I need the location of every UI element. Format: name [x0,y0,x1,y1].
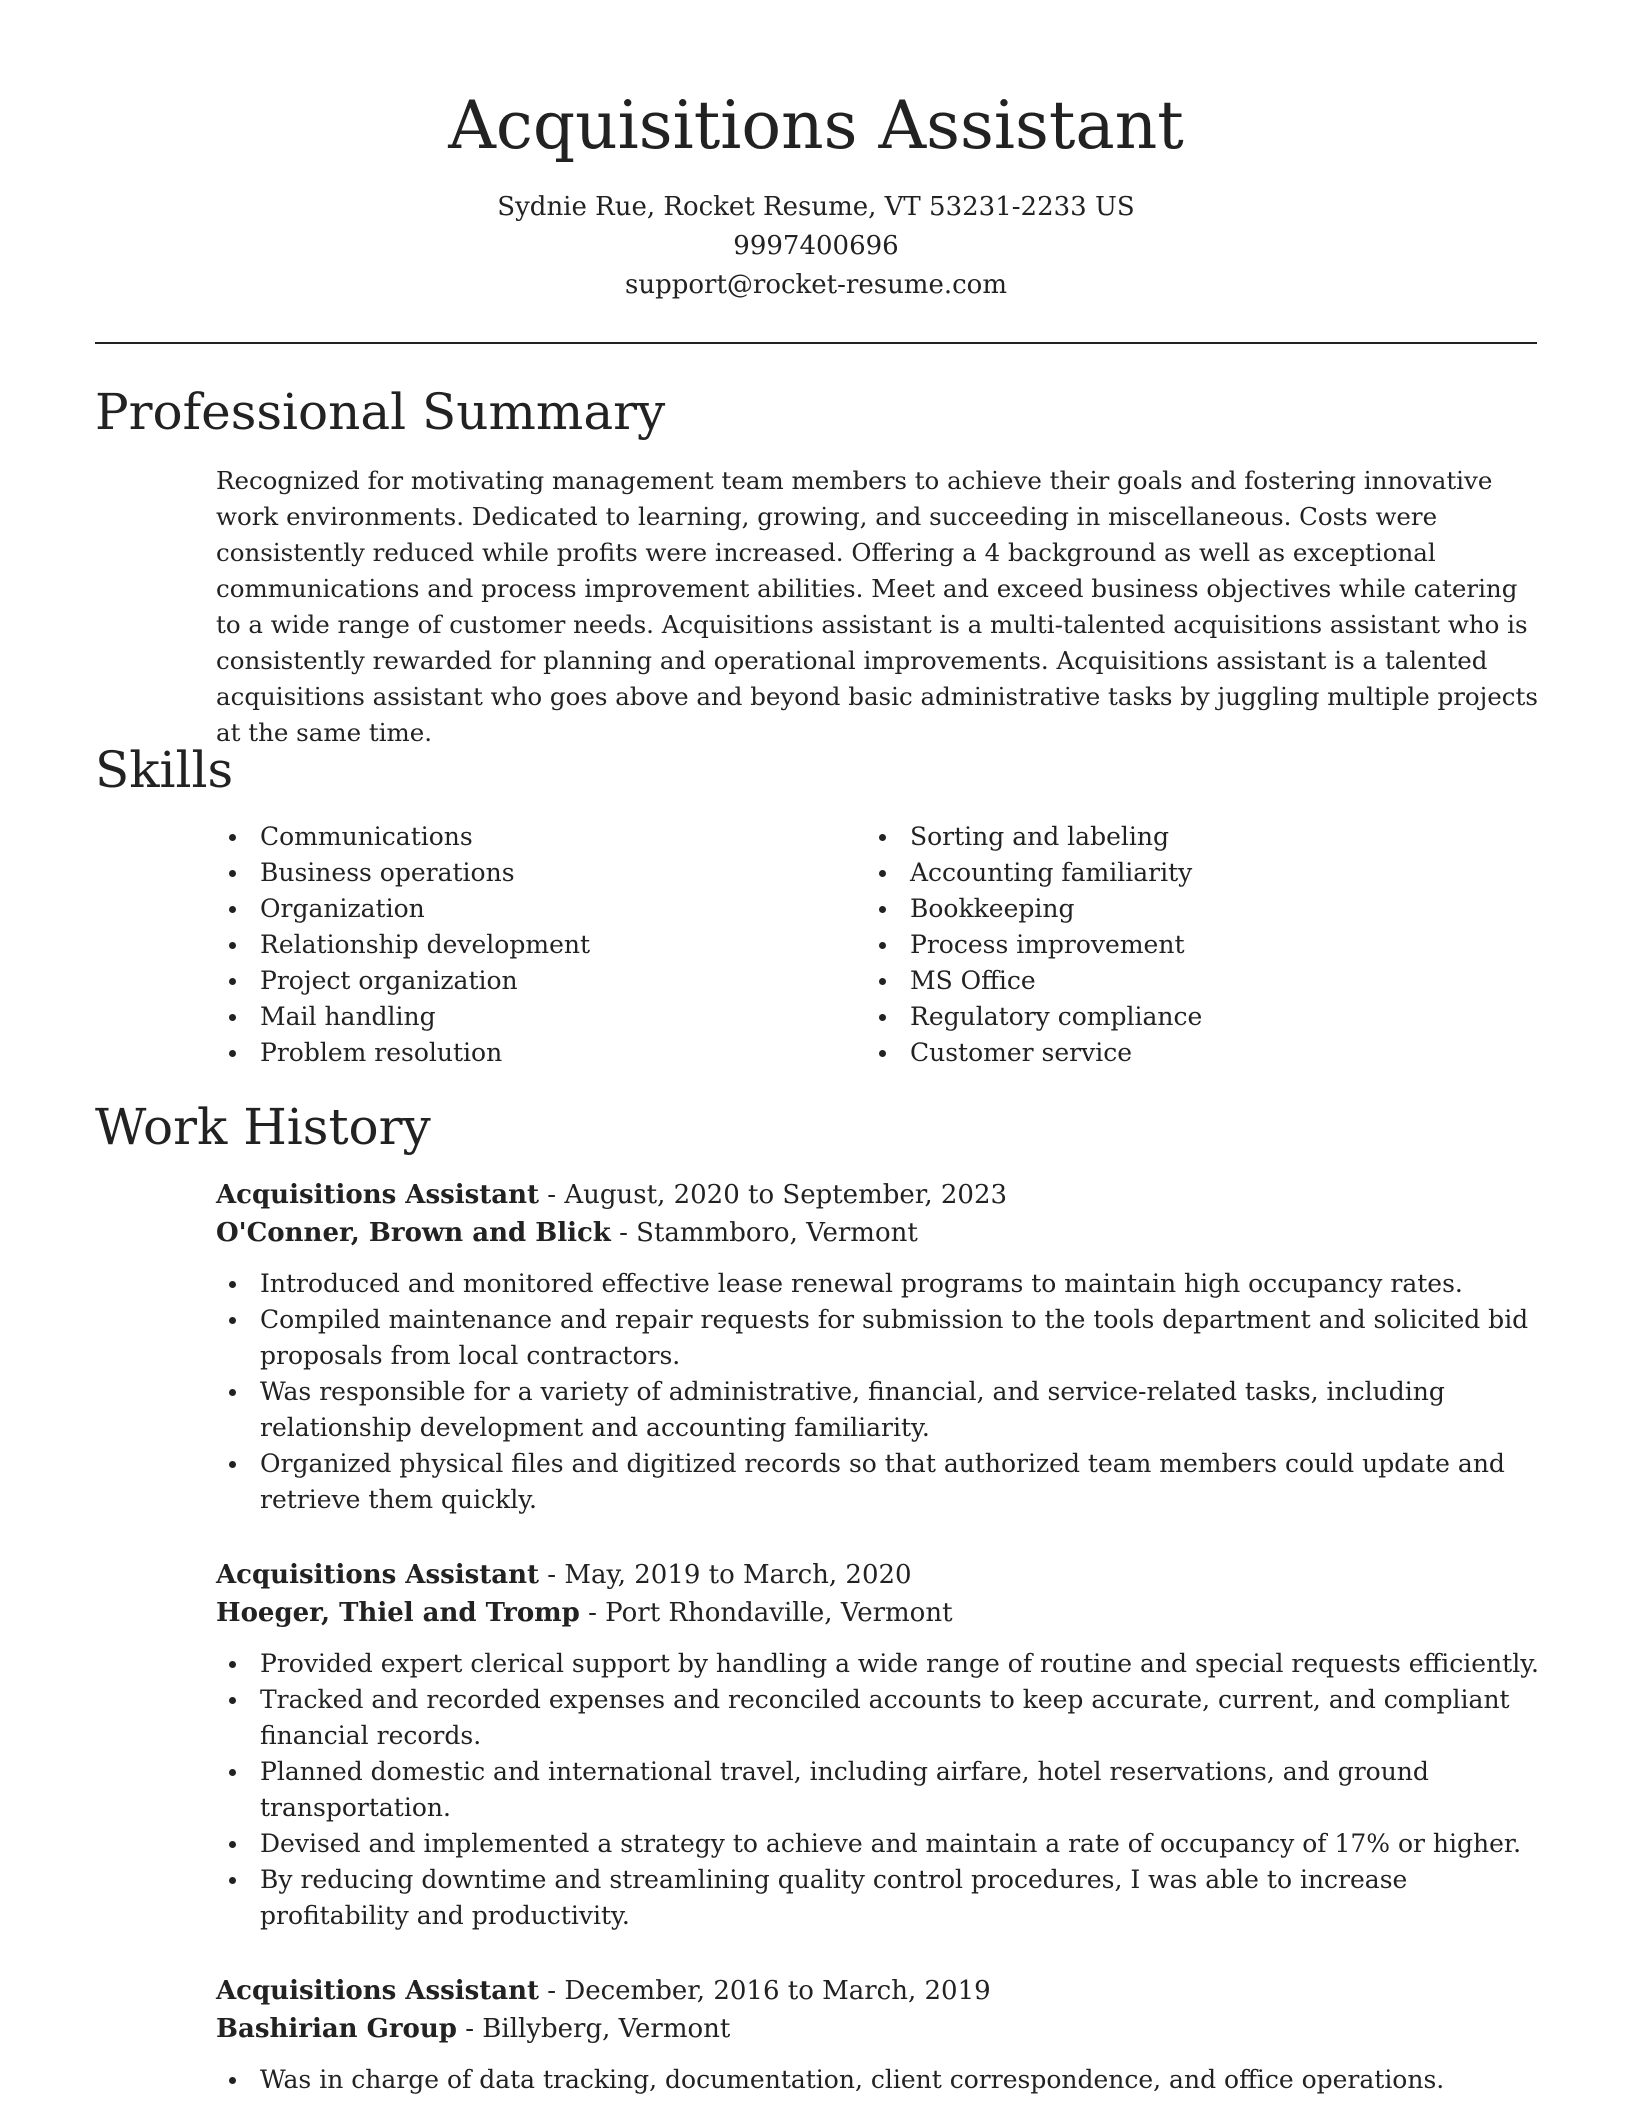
header-divider [95,342,1537,344]
job-role: Acquisitions Assistant [216,1560,540,1590]
job-title-line [216,1176,1546,1214]
skill-item: Customer service [866,1035,1516,1071]
job-bullet: Introduced and monitored effective lease renewal programs to maintain high occupancy rates. [216,1266,1546,1302]
job-title-line [216,1972,1546,2010]
resume-name: Acquisitions Assistant [448,87,1184,164]
job-bullet: Organized physical files and digitized records so that authorized team members could update and retrieve them quickly. [216,1446,1546,1518]
contact-phone: 9997400696 [733,231,899,261]
job-bullet: By reducing downtime and streamlining quality control procedures, I was able to increase profitability and productivity. [216,1862,1546,1934]
summary-heading: Professional Summary [95,383,666,441]
job-company: Hoeger, Thiel and Tromp [216,1598,580,1628]
skill-item: Accounting familiarity [866,855,1516,891]
skills-column-right [866,819,1516,1071]
skill-item: Business operations [216,855,866,891]
contact-email: support@rocket-resume.com [624,270,1007,300]
resume-header [0,0,1632,305]
job-dates: - May, 2019 to March, 2020 [539,1560,912,1590]
job-bullet: Planned domestic and international travel, including airfare, hotel reservations, and ground transportation. [216,1754,1546,1826]
job-company: O'Conner, Brown and Blick [216,1218,611,1248]
skill-item: Communications [216,819,866,855]
job-dates: - August, 2020 to September, 2023 [539,1180,1008,1210]
job-bullet: Devised and implemented a strategy to achieve and maintain a rate of occupancy of 17% or higher. [216,1826,1546,1862]
job-company-line [216,1214,1546,1252]
job-role: Acquisitions Assistant [216,1180,540,1210]
job-location: - Stammboro, Vermont [610,1218,918,1248]
job-location: - Billyberg, Vermont [456,2014,731,2044]
job-location: - Port Rhondaville, Vermont [579,1598,953,1628]
skills-column-left [216,819,866,1071]
skills-heading: Skills [95,741,234,799]
job-dates: - December, 2016 to March, 2019 [539,1976,991,2006]
job-company-line [216,1594,1546,1632]
job-company: Bashirian Group [216,2014,457,2044]
job-bullet: Was in charge of data tracking, documentation, client correspondence, and office operations. [216,2062,1546,2098]
job-entry [216,1176,1546,1518]
job-bullet: Provided expert clerical support by handling a wide range of routine and special requests efficiently. [216,1646,1546,1682]
skill-item: Relationship development [216,927,866,963]
skill-item: Problem resolution [216,1035,866,1071]
job-bullet: Tracked and recorded expenses and reconciled accounts to keep accurate, current, and compliant financial records. [216,1682,1546,1754]
job-entry [216,1556,1546,1934]
contact-address: Sydnie Rue, Rocket Resume, VT 53231-2233 US [497,192,1135,222]
summary-text: Recognized for motivating management team members to achieve their goals and fostering innovative work environments. Dedicated to learning, growing, and succeeding in miscellaneous. Costs were consistently reduced while profits were increased. Offering a 4 background as well as exceptional communications and process improvement abilities. Meet and exceed business objectives while catering to a wide range of customer needs. Acquisitions assistant is a multi-talented acquisitions assistant who is consistently rewarded for planning and operational improvements. Acquisitions assistant is a talented acquisitions assistant who goes above and beyond basic administrative tasks by juggling multiple projects at the same time. [216,466,1538,747]
job-bullets [216,1266,1546,1518]
job-bullets [216,1646,1546,1934]
job-role: Acquisitions Assistant [216,1976,540,2006]
job-company-line [216,2010,1546,2048]
job-bullet: Was responsible for a variety of administrative, financial, and service-related tasks, including relationship development and accounting familiarity. [216,1374,1546,1446]
skill-item: Organization [216,891,866,927]
skill-item: Bookkeeping [866,891,1516,927]
skill-item: Regulatory compliance [866,999,1516,1035]
job-bullet: Compiled maintenance and repair requests for submission to the tools department and solicited bid proposals from local contractors. [216,1302,1546,1374]
skill-item: Sorting and labeling [866,819,1516,855]
skill-item: Process improvement [866,927,1516,963]
work-history-heading: Work History [95,1098,431,1156]
skill-item: MS Office [866,963,1516,999]
skill-item: Mail handling [216,999,866,1035]
job-bullets [216,2062,1546,2098]
job-title-line [216,1556,1546,1594]
job-entry [216,1972,1546,2098]
skill-item: Project organization [216,963,866,999]
skills-list [216,819,1516,1071]
